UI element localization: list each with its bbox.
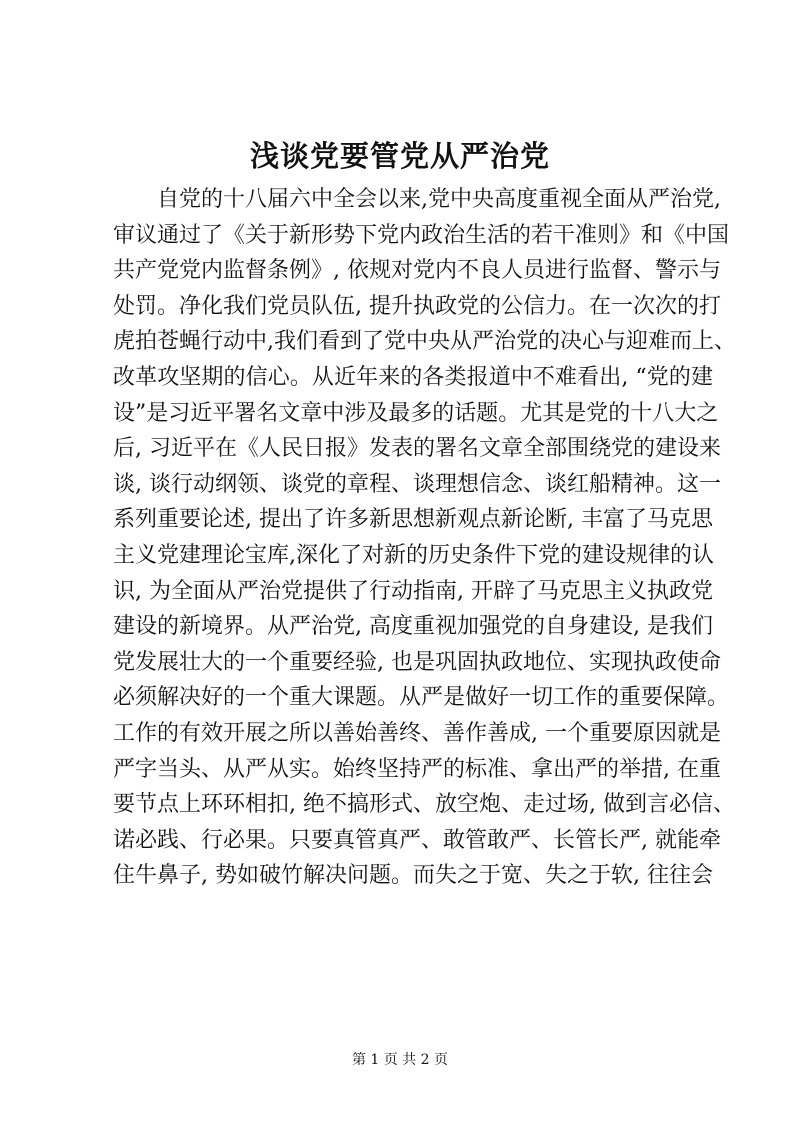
body-line: 工作的有效开展之所以善始善终、善作善成, 一个重要原因就是 [113,720,721,746]
body-line: 必须解决好的一个重大课题。从严是做好一切工作的重要保障。 [113,685,730,711]
body-line: 系列重要论述, 提出了许多新思想新观点新论断, 丰富了马克思 [113,507,713,533]
body-line: 党发展壮大的一个重要经验, 也是巩固执政地位、实现执政使命 [113,649,721,675]
body-line: 严字当头、从严从实。始终坚持严的标准、拿出严的举措, 在重 [113,756,721,782]
body-line: 共产党党内监督条例》, 依规对党内不良人员进行监督、警示与 [113,258,721,284]
body-line: 建设的新境界。从严治党, 高度重视加强党的自身建设, 是我们 [113,614,713,640]
document-title: 浅谈党要管党从严治党 [249,139,550,173]
document-body [113,182,736,894]
body-line: 后, 习近平在《人民日报》发表的署名文章全部围绕党的建设来 [113,436,721,462]
body-line: 要节点上环环相扣, 绝不搞形式、放空炮、走过场, 做到言必信、 [113,792,735,818]
body-line: 谈, 谈行动纲领、谈党的章程、谈理想信念、谈红船精神。这一 [113,471,721,497]
body-line: 设”是习近平署名文章中涉及最多的话题。尤其是党的十八大之 [113,400,719,426]
body-line: 主义党建理论宝库,深化了对新的历史条件下党的建设规律的认 [113,542,714,568]
body-line: 诺必践、行必果。只要真管真严、敢管敢严、长管长严, 就能牵 [113,827,721,853]
body-line: 处罚。净化我们党员队伍, 提升执政党的公信力。在一次次的打 [113,293,721,319]
body-line: 识, 为全面从严治党提供了行动指南, 开辟了马克思主义执政党 [113,578,713,604]
body-line: 审议通过了《关于新形势下党内政治生活的若干准则》和《中国 [113,222,730,248]
body-line: 自党的十八届六中全会以来,党中央高度重视全面从严治党, [157,187,721,212]
body-line: 改革攻坚期的信心。从近年来的各类报道中不难看出, “党的建 [113,364,713,390]
body-line: 虎拍苍蝇行动中,我们看到了党中央从严治党的决心与迎难而上、 [113,329,736,355]
page-footer: 第 1 页 共 2 页 [351,1052,449,1068]
body-line: 住牛鼻子, 势如破竹解决问题。而失之于宽、失之于软, 往往会 [113,863,713,889]
